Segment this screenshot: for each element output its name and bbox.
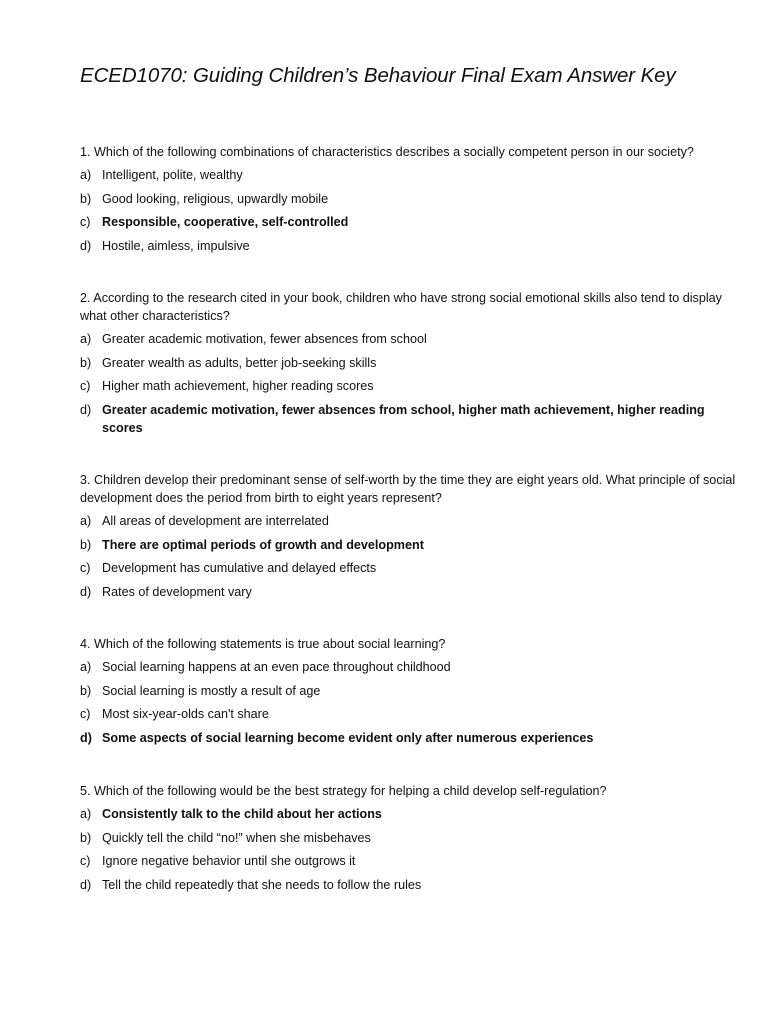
option-letter: c) [80, 379, 91, 393]
correct-option-text: Some aspects of social learning become evident only after numerous experiences [102, 730, 594, 745]
option-letter: a) [80, 332, 92, 346]
option-text: Development has cumulative and delayed effects [102, 561, 377, 575]
answer-option-d [80, 583, 740, 602]
option-letter: c) [80, 215, 91, 229]
document-title: ECED1070: Guiding Children’s Behaviour Final Exam Answer Key [80, 64, 676, 87]
option-letter: b) [80, 683, 92, 698]
option-text: Good looking, religious, upwardly mobile [102, 191, 329, 206]
option-letter: a) [80, 514, 92, 528]
correct-answer-option-a [80, 805, 740, 824]
correct-option-text: Consistently talk to the child about her actions [102, 807, 382, 821]
answer-options [80, 805, 740, 894]
option-text: Greater wealth as adults, better job-seeking skills [102, 355, 377, 370]
answer-option-a [80, 512, 740, 531]
option-letter: a) [80, 660, 92, 674]
option-text: Higher math achievement, higher reading scores [102, 379, 374, 393]
correct-option-text: Responsible, cooperative, self-controlled [102, 215, 349, 229]
option-letter: d) [80, 584, 92, 599]
option-letter: b) [80, 830, 92, 845]
question-stem: 2. According to the research cited in your book, children who have strong social emotional skills also tend to display what other characteristics? [80, 291, 722, 323]
correct-option-text: There are optimal periods of growth and development [102, 537, 424, 552]
answer-options [80, 658, 740, 747]
answer-option-d [80, 237, 740, 256]
option-text: All areas of development are interrelated [102, 514, 329, 528]
question-3 [80, 471, 740, 606]
correct-answer-option-d [80, 729, 740, 748]
option-text: Social learning is mostly a result of age [102, 683, 321, 698]
question-4 [80, 635, 740, 752]
answer-option-b [80, 682, 740, 701]
answer-option-a [80, 330, 740, 349]
answer-option-a [80, 166, 740, 185]
option-text: Intelligent, polite, wealthy [102, 168, 243, 182]
option-letter: b) [80, 355, 92, 370]
option-letter: d) [80, 877, 92, 892]
answer-options [80, 512, 740, 601]
answer-option-c [80, 377, 740, 396]
answer-options [80, 330, 740, 438]
option-text: Greater academic motivation, fewer absences from school [102, 332, 427, 346]
option-text: Social learning happens at an even pace throughout childhood [102, 660, 451, 674]
question-stem: 5. Which of the following would be the best strategy for helping a child develop self-regulation? [80, 784, 607, 798]
option-letter: c) [80, 707, 91, 721]
correct-answer-option-b [80, 536, 740, 555]
option-letter: b) [80, 537, 92, 552]
answer-option-c [80, 559, 740, 578]
answer-option-b [80, 829, 740, 848]
option-text: Hostile, aimless, impulsive [102, 238, 250, 253]
answer-option-c [80, 705, 740, 724]
option-letter: d) [80, 238, 92, 253]
option-letter: d) [80, 402, 92, 417]
option-letter: d) [80, 730, 92, 745]
answer-option-d [80, 876, 740, 895]
option-text: Rates of development vary [102, 584, 252, 599]
question-5 [80, 782, 740, 899]
correct-answer-option-d [80, 401, 740, 438]
option-letter: c) [80, 854, 91, 868]
answer-option-a [80, 658, 740, 677]
option-text: Tell the child repeatedly that she needs to follow the rules [102, 877, 422, 892]
answer-options [80, 166, 740, 255]
answer-option-b [80, 190, 740, 209]
option-text: Ignore negative behavior until she outgrows it [102, 854, 356, 868]
option-text: Quickly tell the child “no!” when she misbehaves [102, 830, 371, 845]
question-stem: 4. Which of the following statements is true about social learning? [80, 637, 446, 651]
option-letter: b) [80, 191, 92, 206]
correct-answer-option-c [80, 213, 740, 232]
question-1 [80, 143, 740, 260]
question-stem: 3. Children develop their predominant sense of self-worth by the time they are eight years old. What principle of social development does the period from birth to eight years represent? [80, 473, 736, 505]
correct-option-text: Greater academic motivation, fewer absences from school, higher math achievement, higher reading scores [102, 402, 705, 435]
option-letter: c) [80, 561, 91, 575]
question-2 [80, 289, 740, 443]
answer-option-c [80, 852, 740, 871]
option-letter: a) [80, 807, 92, 821]
answer-option-b [80, 354, 740, 373]
option-text: Most six-year-olds can't share [102, 707, 269, 721]
question-stem: 1. Which of the following combinations of characteristics describes a socially competent person in our society? [80, 145, 694, 159]
option-letter: a) [80, 168, 92, 182]
